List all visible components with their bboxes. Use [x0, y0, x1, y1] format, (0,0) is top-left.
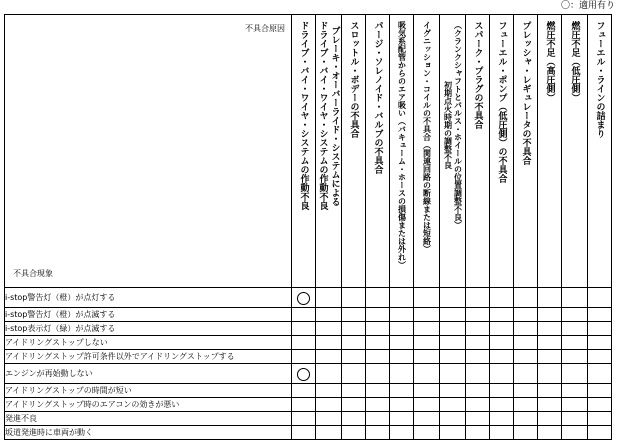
- matrix-cell: [366, 308, 390, 322]
- matrix-cell: [490, 398, 514, 412]
- matrix-cell: [440, 384, 466, 398]
- matrix-cell: [292, 398, 316, 412]
- matrix-cell: [538, 398, 562, 412]
- cause-header-7: [440, 15, 466, 288]
- matrix-cell: [342, 384, 366, 398]
- matrix-cell: [440, 308, 466, 322]
- cause-header-6: [414, 15, 440, 288]
- cause-label: パージ・ソレノイド・バルブの不具合: [372, 21, 383, 174]
- matrix-body: [5, 288, 612, 440]
- matrix-cell: [466, 364, 490, 384]
- cause-header-12: [562, 15, 588, 288]
- matrix-cell: [342, 398, 366, 412]
- cause-label: ブレーキ・オーバーライド・システムによる ドライブ・バイ・ワイヤ・システムの作動不良: [317, 21, 340, 210]
- matrix-cell: [316, 398, 342, 412]
- phenomenon-title: 不具合現象: [13, 269, 53, 278]
- matrix-cell: [514, 308, 538, 322]
- matrix-cell: [538, 336, 562, 350]
- cause-header-11: [538, 15, 562, 288]
- table-row: [5, 384, 612, 398]
- cause-label: プレッシャ・レギュレータの不具合: [520, 21, 531, 165]
- matrix-cell: [316, 426, 342, 440]
- cause-header-5: [390, 15, 414, 288]
- matrix-cell: [562, 336, 588, 350]
- matrix-cell: [390, 322, 414, 336]
- matrix-cell: [292, 336, 316, 350]
- matrix-cell: [414, 426, 440, 440]
- matrix-cell: [316, 322, 342, 336]
- cause-header-9: [490, 15, 514, 288]
- matrix-cell: [342, 288, 366, 308]
- matrix-cell: [490, 350, 514, 364]
- matrix-cell: [490, 308, 514, 322]
- applicable-circle-icon: [297, 292, 310, 305]
- cause-label: スロットル・ボデーの不具合: [348, 21, 359, 138]
- cause-header-1: [292, 15, 316, 288]
- corner-header: [5, 15, 292, 288]
- matrix-cell: [390, 364, 414, 384]
- matrix-cell: [342, 426, 366, 440]
- matrix-cell: [514, 364, 538, 384]
- table-row: [5, 426, 612, 440]
- matrix-cell: [440, 398, 466, 412]
- matrix-cell: [342, 364, 366, 384]
- header-row: [5, 15, 612, 288]
- matrix-cell: [342, 308, 366, 322]
- matrix-cell: [316, 336, 342, 350]
- matrix-cell: [514, 350, 538, 364]
- matrix-cell: [292, 412, 316, 426]
- matrix-cell: [514, 336, 538, 350]
- applicable-circle-icon: [297, 368, 310, 381]
- matrix-cell: [490, 336, 514, 350]
- matrix-cell: [414, 322, 440, 336]
- matrix-cell: [562, 308, 588, 322]
- matrix-cell: [414, 336, 440, 350]
- matrix-cell: [466, 426, 490, 440]
- matrix-cell: [588, 364, 612, 384]
- table-row: [5, 398, 612, 412]
- matrix-cell: [466, 336, 490, 350]
- matrix-cell: [342, 336, 366, 350]
- table-row: [5, 336, 612, 350]
- matrix-cell: [440, 350, 466, 364]
- matrix-cell: [292, 350, 316, 364]
- matrix-cell: [414, 350, 440, 364]
- matrix-cell: [292, 426, 316, 440]
- matrix-cell: [366, 364, 390, 384]
- matrix-cell: [316, 308, 342, 322]
- matrix-cell: [490, 364, 514, 384]
- matrix-cell: [562, 426, 588, 440]
- matrix-cell: [490, 384, 514, 398]
- matrix-cell: [562, 398, 588, 412]
- matrix-cell: [366, 336, 390, 350]
- matrix-cell: [562, 322, 588, 336]
- matrix-cell: [538, 384, 562, 398]
- matrix-cell: [490, 412, 514, 426]
- matrix-cell: [390, 398, 414, 412]
- matrix-cell: [292, 384, 316, 398]
- table-row: [5, 364, 612, 384]
- matrix-cell: [514, 398, 538, 412]
- matrix-cell: [366, 322, 390, 336]
- matrix-cell: [342, 322, 366, 336]
- matrix-cell: [390, 426, 414, 440]
- matrix-cell: [390, 336, 414, 350]
- phenomenon-label: エンジンが再始動しない: [5, 364, 292, 384]
- matrix-cell: [390, 384, 414, 398]
- matrix-cell: [588, 384, 612, 398]
- matrix-cell: [440, 364, 466, 384]
- matrix-cell: [440, 288, 466, 308]
- matrix-cell: [514, 288, 538, 308]
- matrix-cell: [490, 322, 514, 336]
- matrix-cell: [538, 308, 562, 322]
- matrix-cell: [562, 350, 588, 364]
- matrix-cell: [466, 308, 490, 322]
- matrix-cell: [588, 322, 612, 336]
- matrix-cell: [316, 288, 342, 308]
- matrix-cell: [316, 412, 342, 426]
- matrix-cell: [588, 412, 612, 426]
- matrix-cell: [414, 412, 440, 426]
- cause-header-2: [316, 15, 342, 288]
- matrix-cell: [440, 322, 466, 336]
- matrix-cell: [538, 288, 562, 308]
- matrix-cell: [538, 412, 562, 426]
- matrix-cell: [316, 384, 342, 398]
- matrix-cell: [342, 412, 366, 426]
- phenomenon-label: i-stop表示灯（緑）が点滅する: [5, 322, 292, 336]
- matrix-cell: [562, 364, 588, 384]
- table-row: [5, 350, 612, 364]
- matrix-cell: [292, 322, 316, 336]
- matrix-cell: [588, 426, 612, 440]
- matrix-cell: [538, 350, 562, 364]
- matrix-cell: [490, 288, 514, 308]
- matrix-cell: [366, 288, 390, 308]
- cause-label: フューエル・ポンプ（低圧側）の不具合: [496, 21, 507, 183]
- matrix-cell: [466, 350, 490, 364]
- cause-label: ドライブ・バイ・ワイヤ・システムの作動不良: [298, 21, 309, 210]
- matrix-cell: [292, 308, 316, 322]
- matrix-cell: [514, 384, 538, 398]
- matrix-cell: [440, 426, 466, 440]
- matrix-cell: [366, 412, 390, 426]
- matrix-cell: [466, 412, 490, 426]
- cause-title: 不具合原因: [245, 24, 285, 33]
- cause-label: 燃圧不足（低圧側）: [569, 21, 580, 102]
- phenomenon-label: i-stop警告灯（橙）が点滅する: [5, 308, 292, 322]
- matrix-cell: [366, 350, 390, 364]
- matrix-cell: [466, 398, 490, 412]
- matrix-cell: [562, 412, 588, 426]
- phenomenon-label: 発進不良: [5, 412, 292, 426]
- phenomenon-label: 坂道発進時に車両が動く: [5, 426, 292, 440]
- matrix-cell: [414, 384, 440, 398]
- matrix-cell: [588, 336, 612, 350]
- matrix-cell: [414, 308, 440, 322]
- cause-label: スパーク・プラグの不具合: [472, 21, 483, 129]
- cause-label: （クランクシャフトとパルス・ホイールの位置調整不良） 初期点火時期の調整不良: [443, 21, 463, 229]
- matrix-cell: [588, 398, 612, 412]
- cause-label: 吸気系配管からのエア吸い（バキューム・ホースの損傷または外れ）: [397, 21, 407, 269]
- matrix-cell: [390, 412, 414, 426]
- table-row: [5, 308, 612, 322]
- matrix-cell: [514, 426, 538, 440]
- cause-header-8: [466, 15, 490, 288]
- matrix-cell: [538, 426, 562, 440]
- matrix-cell: [514, 412, 538, 426]
- matrix-cell: [514, 322, 538, 336]
- matrix-cell: [316, 350, 342, 364]
- cause-header-4: [366, 15, 390, 288]
- matrix-cell: [414, 364, 440, 384]
- matrix-cell: [466, 384, 490, 398]
- cause-label: イグニッション・コイルの不具合（関連回路の断線または短絡）: [422, 21, 432, 253]
- phenomenon-label: アイドリングストップ許可条件以外でアイドリングストップする: [5, 350, 292, 364]
- phenomenon-label: i-stop警告灯（橙）が点灯する: [5, 288, 292, 308]
- cause-header-3: [342, 15, 366, 288]
- cause-header-10: [514, 15, 538, 288]
- matrix-cell: [588, 350, 612, 364]
- matrix-cell: [366, 426, 390, 440]
- fault-matrix-table: [4, 14, 612, 440]
- table-row: [5, 322, 612, 336]
- matrix-cell: [538, 364, 562, 384]
- phenomenon-label: アイドリングストップの時間が短い: [5, 384, 292, 398]
- matrix-cell: [588, 288, 612, 308]
- matrix-cell: [390, 350, 414, 364]
- cause-label: 燃圧不足（高圧側）: [544, 21, 555, 102]
- matrix-cell: [390, 288, 414, 308]
- matrix-cell: [538, 322, 562, 336]
- matrix-cell: [292, 364, 316, 384]
- matrix-cell: [562, 384, 588, 398]
- matrix-cell: [466, 322, 490, 336]
- legend-note: 〇：適用有り: [560, 1, 615, 11]
- phenomenon-label: アイドリングストップしない: [5, 336, 292, 350]
- matrix-cell: [440, 412, 466, 426]
- table-row: [5, 412, 612, 426]
- matrix-cell: [490, 426, 514, 440]
- matrix-cell: [390, 308, 414, 322]
- matrix-cell: [440, 336, 466, 350]
- matrix-cell: [588, 308, 612, 322]
- matrix-cell: [342, 350, 366, 364]
- matrix-cell: [414, 288, 440, 308]
- matrix-cell: [366, 384, 390, 398]
- matrix-cell: [562, 288, 588, 308]
- matrix-cell: [366, 398, 390, 412]
- matrix-cell: [292, 288, 316, 308]
- matrix-cell: [316, 364, 342, 384]
- table-row: [5, 288, 612, 308]
- phenomenon-label: アイドリングストップ時のエアコンの効きが悪い: [5, 398, 292, 412]
- cause-label: フューエル・ラインの詰まり: [594, 21, 605, 138]
- matrix-cell: [466, 288, 490, 308]
- cause-header-13: [588, 15, 612, 288]
- matrix-cell: [414, 398, 440, 412]
